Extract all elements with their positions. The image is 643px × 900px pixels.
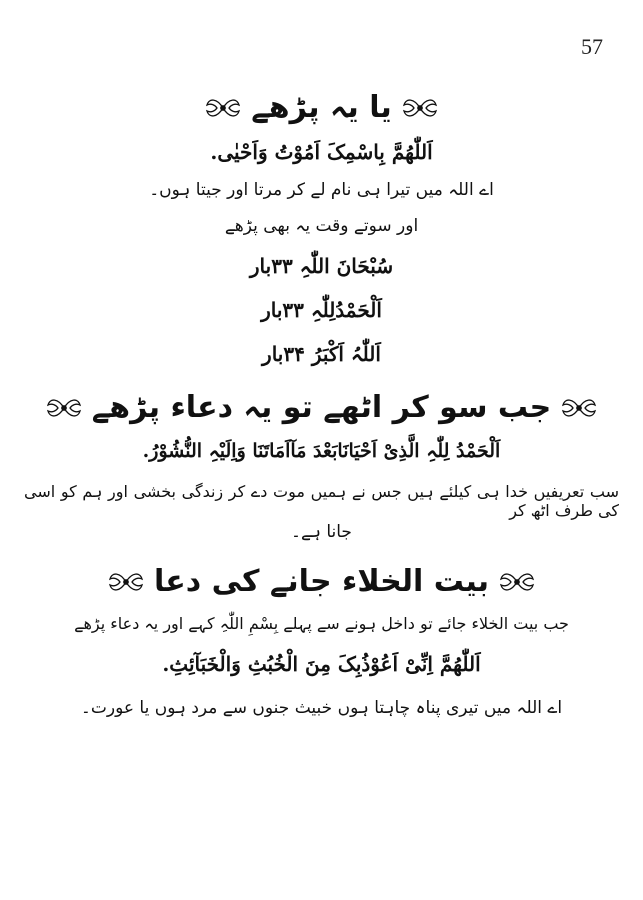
urdu-translation: اے اللہ میں تیری پناہ چاہتا ہوں خبیث جنوں سے مرد ہوں یا عورت۔ [80, 698, 563, 718]
arabic-dua: اَللّٰھُمَّ بِاسْمِکَ اَمُوْتُ وَاَحْیٰی. [210, 140, 433, 164]
urdu-translation: اے اللہ میں تیرا ہی نام لے کر مرتا اور جیتا ہوں۔ [149, 180, 494, 200]
floral-ornament-icon [400, 93, 440, 123]
arabic-dua: اَلْحَمْدُ لِلّٰہِ الَّذِیْ اَحْیَانَابَعْدَ مَآاَمَاتَنَا وَاِلَیْہِ النُّشُوْرُ. [142, 440, 501, 462]
urdu-translation-continued: جانا ہے۔ [291, 522, 352, 542]
dhikr-subhanallah: سُبْحَانَ اللّٰہِ ۳۳بار [249, 254, 394, 278]
section-heading-toilet [20, 556, 623, 608]
floral-ornament-icon [559, 393, 599, 423]
instruction-text: جب بیت الخلاء جائے تو داخل ہونے سے پہلے بِسْمِ اللّٰہِ کہے اور یہ دعاء پڑھے [74, 614, 569, 633]
page-number: 57 [581, 34, 603, 59]
instruction-text: اور سوتے وقت یہ بھی پڑھے [224, 216, 419, 236]
section-heading-text: بیت الخلاء جانے کی دعا [154, 564, 490, 599]
page-content [20, 80, 623, 732]
floral-ornament-icon [44, 393, 84, 423]
urdu-translation: سب تعریفیں خدا ہی کیلئے ہیں جس نے ہمیں موت دے کر زندگی بخشی اور ہم کو اسی کی طرف اٹھ کر [24, 482, 619, 521]
dhikr-allahu-akbar: اَللّٰہُ اَکْبَرُ ۳۴بار [262, 342, 381, 366]
arabic-dua: اَللّٰھُمَّ اِنِّیْ اَعُوْذُبِکَ مِنَ الْخُبُثِ وَالْخَبَآئِثِ. [162, 652, 481, 676]
section-heading-on-waking [20, 382, 623, 434]
floral-ornament-icon [106, 567, 146, 597]
dhikr-alhamdulillah: اَلْحَمْدُلِلّٰہِ ۳۳بار [261, 298, 382, 322]
floral-ornament-icon [497, 567, 537, 597]
section-heading-text: یا یہ پڑھے [251, 90, 392, 125]
floral-ornament-icon [203, 93, 243, 123]
section-heading-text: جب سو کر اٹھے تو یہ دعاء پڑھے [91, 390, 552, 425]
section-heading-or-recite [20, 82, 623, 134]
